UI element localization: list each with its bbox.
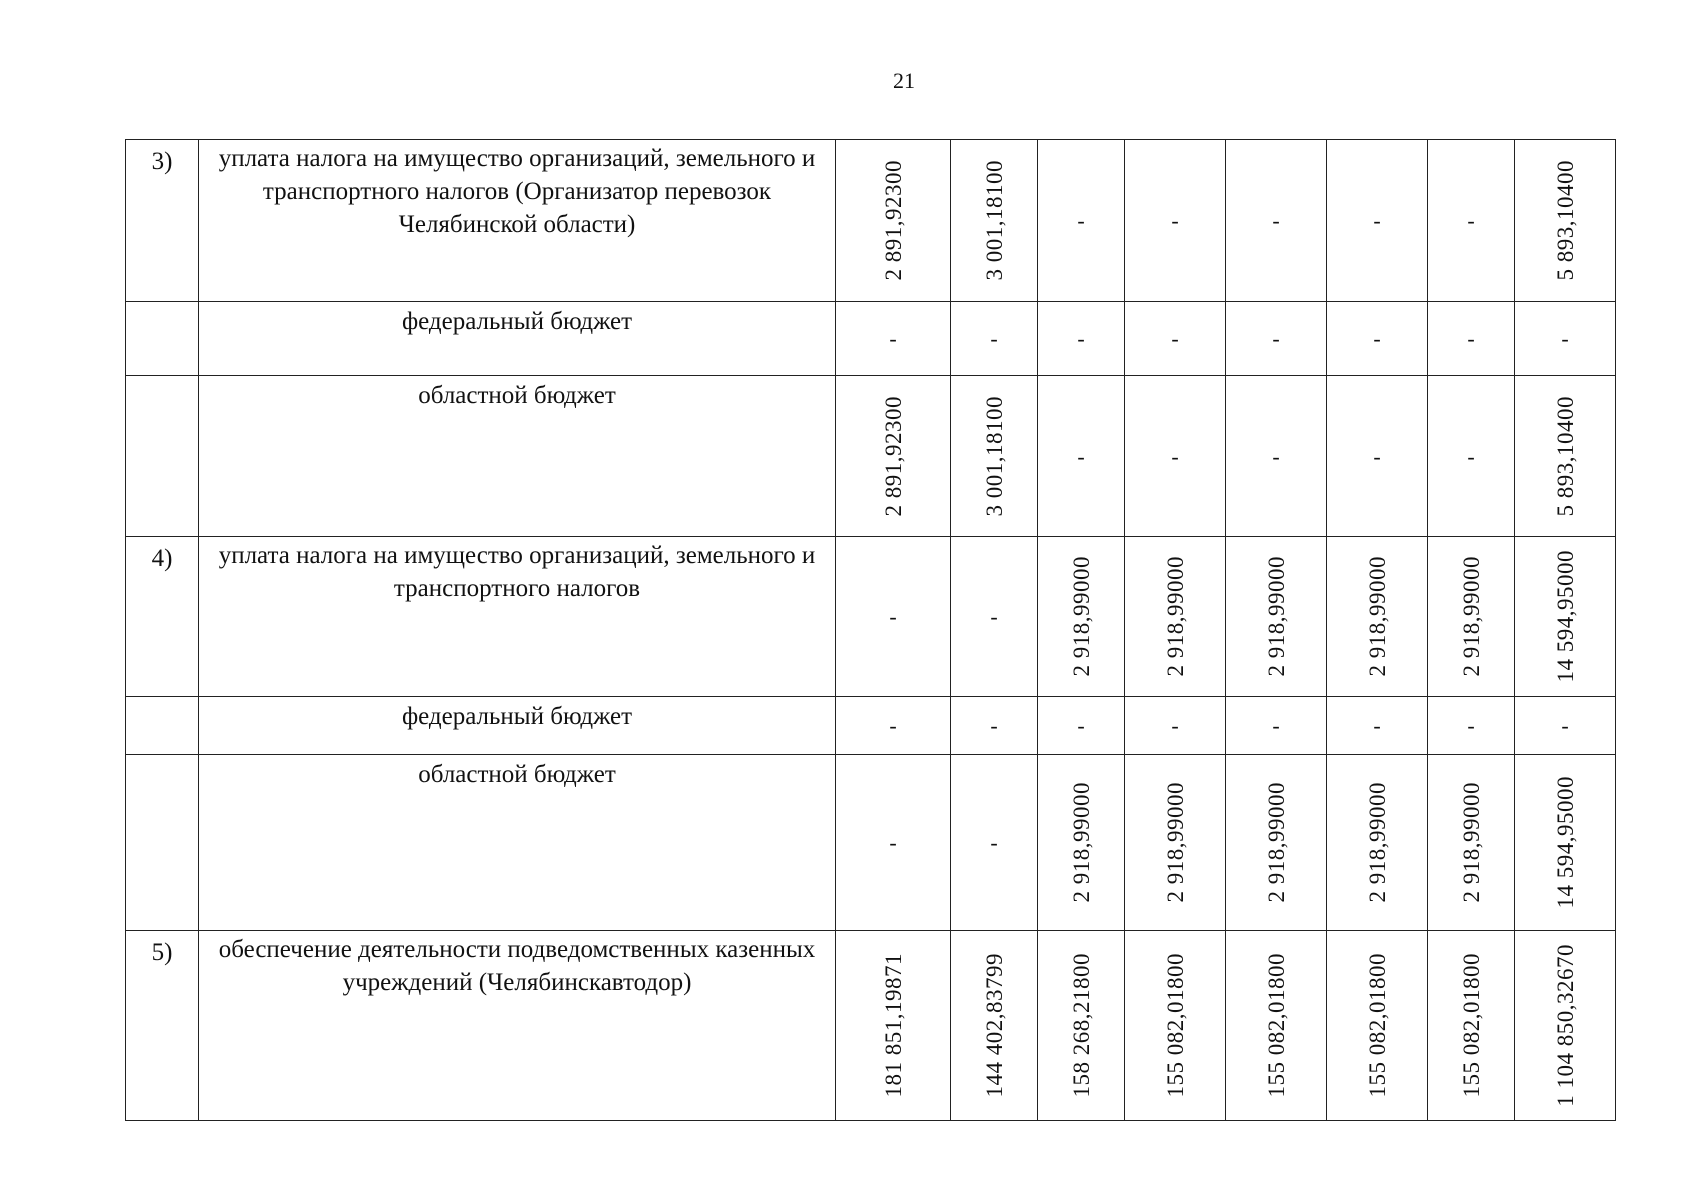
value-cell — [1125, 140, 1226, 302]
amount-value: 158 268,21800 — [1068, 953, 1094, 1098]
amount-value: 2 918,99000 — [1263, 782, 1289, 903]
table-row — [126, 755, 1616, 931]
table-row — [126, 140, 1616, 302]
row-number: 3) — [126, 140, 199, 302]
empty-value: - — [1171, 443, 1179, 469]
value-cell — [1428, 697, 1515, 755]
value-cell — [1125, 537, 1226, 697]
amount-value: 2 918,99000 — [1364, 556, 1390, 677]
row-description: федеральный бюджет — [199, 302, 836, 376]
empty-value: - — [1373, 208, 1381, 233]
value-cell — [1226, 140, 1327, 302]
row-number — [126, 697, 199, 755]
value-cell — [1515, 302, 1616, 376]
table-row — [126, 302, 1616, 376]
value-cell — [1038, 697, 1125, 755]
table-row — [126, 376, 1616, 537]
amount-value: 5 893,10400 — [1552, 395, 1578, 517]
amount-value: 2 918,99000 — [1162, 782, 1188, 903]
value-cell — [1125, 376, 1226, 537]
empty-value: - — [1077, 208, 1085, 233]
row-description: обеспечение деятельности подведомственных казенных учреждений (Челябинскавтодор) — [199, 931, 836, 1121]
value-cell — [951, 755, 1038, 931]
empty-value: - — [990, 830, 998, 855]
row-description: федеральный бюджет — [199, 697, 836, 755]
value-cell — [1038, 140, 1125, 302]
empty-value: - — [889, 713, 897, 738]
value-cell — [1428, 931, 1515, 1121]
row-number — [126, 755, 199, 931]
empty-value: - — [1467, 443, 1475, 469]
value-cell — [951, 697, 1038, 755]
empty-value: - — [889, 326, 897, 351]
table-row — [126, 697, 1616, 755]
amount-value: 2 891,92300 — [880, 395, 906, 517]
empty-value: - — [1272, 326, 1280, 351]
value-cell — [1515, 537, 1616, 697]
value-cell — [1327, 697, 1428, 755]
value-cell — [951, 931, 1038, 1121]
value-cell — [836, 376, 951, 537]
empty-value: - — [1171, 208, 1179, 233]
value-cell — [1515, 755, 1616, 931]
empty-value: - — [1077, 326, 1085, 351]
value-cell — [1428, 302, 1515, 376]
value-cell — [1327, 140, 1428, 302]
amount-value: 2 918,99000 — [1068, 782, 1094, 903]
value-cell — [836, 697, 951, 755]
value-cell — [1327, 755, 1428, 931]
row-description: уплата налога на имущество организаций, земельного и транспортного налогов — [199, 537, 836, 697]
value-cell — [1428, 537, 1515, 697]
value-cell — [1125, 302, 1226, 376]
value-cell — [1428, 376, 1515, 537]
value-cell — [1226, 931, 1327, 1121]
row-description: уплата налога на имущество организаций, земельного и транспортного налогов (Организатор перевозок Челябинской области) — [199, 140, 836, 302]
amount-value: 3 001,18100 — [981, 395, 1007, 517]
empty-value: - — [1373, 713, 1381, 738]
amount-value: 3 001,18100 — [981, 160, 1007, 281]
value-cell — [1038, 931, 1125, 1121]
amount-value: 155 082,01800 — [1364, 953, 1390, 1098]
amount-value: 14 594,95000 — [1552, 776, 1578, 909]
value-cell — [951, 537, 1038, 697]
value-cell — [1038, 302, 1125, 376]
empty-value: - — [1561, 326, 1569, 351]
amount-value: 2 918,99000 — [1263, 556, 1289, 677]
empty-value: - — [1561, 713, 1569, 738]
amount-value: 181 851,19871 — [880, 953, 906, 1098]
amount-value: 2 918,99000 — [1162, 556, 1188, 677]
value-cell — [1428, 755, 1515, 931]
value-cell — [1515, 697, 1616, 755]
amount-value: 1 104 850,32670 — [1552, 944, 1578, 1107]
value-cell — [1327, 537, 1428, 697]
value-cell — [1515, 376, 1616, 537]
amount-value: 2 918,99000 — [1458, 556, 1484, 677]
row-number — [126, 376, 199, 537]
empty-value: - — [990, 326, 998, 351]
value-cell — [1038, 537, 1125, 697]
value-cell — [1038, 376, 1125, 537]
empty-value: - — [1467, 326, 1475, 351]
amount-value: 5 893,10400 — [1552, 160, 1578, 281]
amount-value: 14 594,95000 — [1552, 550, 1578, 683]
amount-value: 2 891,92300 — [880, 160, 906, 281]
empty-value: - — [1373, 443, 1381, 469]
row-number — [126, 302, 199, 376]
empty-value: - — [1077, 713, 1085, 738]
budget-table — [125, 139, 1616, 1121]
amount-value: 155 082,01800 — [1162, 953, 1188, 1098]
value-cell — [1226, 376, 1327, 537]
row-description: областной бюджет — [199, 755, 836, 931]
amount-value: 155 082,01800 — [1263, 953, 1289, 1098]
empty-value: - — [1272, 713, 1280, 738]
empty-value: - — [1171, 326, 1179, 351]
value-cell — [951, 140, 1038, 302]
row-number: 4) — [126, 537, 199, 697]
empty-value: - — [1077, 443, 1085, 469]
value-cell — [1226, 302, 1327, 376]
value-cell — [951, 376, 1038, 537]
value-cell — [836, 302, 951, 376]
empty-value: - — [1171, 713, 1179, 738]
value-cell — [951, 302, 1038, 376]
empty-value: - — [1272, 443, 1280, 469]
empty-value: - — [990, 713, 998, 738]
amount-value: 155 082,01800 — [1458, 953, 1484, 1098]
page-number: 21 — [893, 68, 915, 93]
value-cell — [1515, 140, 1616, 302]
empty-value: - — [1272, 208, 1280, 233]
value-cell — [1125, 755, 1226, 931]
value-cell — [1038, 755, 1125, 931]
value-cell — [1327, 376, 1428, 537]
value-cell — [1125, 697, 1226, 755]
empty-value: - — [1373, 326, 1381, 351]
amount-value: 2 918,99000 — [1068, 556, 1094, 677]
value-cell — [1515, 931, 1616, 1121]
table-row — [126, 931, 1616, 1121]
empty-value: - — [889, 830, 897, 855]
empty-value: - — [889, 604, 897, 629]
value-cell — [836, 537, 951, 697]
value-cell — [836, 755, 951, 931]
value-cell — [1226, 697, 1327, 755]
value-cell — [1327, 931, 1428, 1121]
table-row — [126, 537, 1616, 697]
empty-value: - — [990, 604, 998, 629]
amount-value: 2 918,99000 — [1458, 782, 1484, 903]
row-description: областной бюджет — [199, 376, 836, 537]
value-cell — [1428, 140, 1515, 302]
value-cell — [1226, 537, 1327, 697]
value-cell — [1226, 755, 1327, 931]
amount-value: 2 918,99000 — [1364, 782, 1390, 903]
value-cell — [1327, 302, 1428, 376]
empty-value: - — [1467, 208, 1475, 233]
row-number: 5) — [126, 931, 199, 1121]
value-cell — [836, 931, 951, 1121]
value-cell — [1125, 931, 1226, 1121]
amount-value: 144 402,83799 — [981, 953, 1007, 1098]
empty-value: - — [1467, 713, 1475, 738]
value-cell — [836, 140, 951, 302]
